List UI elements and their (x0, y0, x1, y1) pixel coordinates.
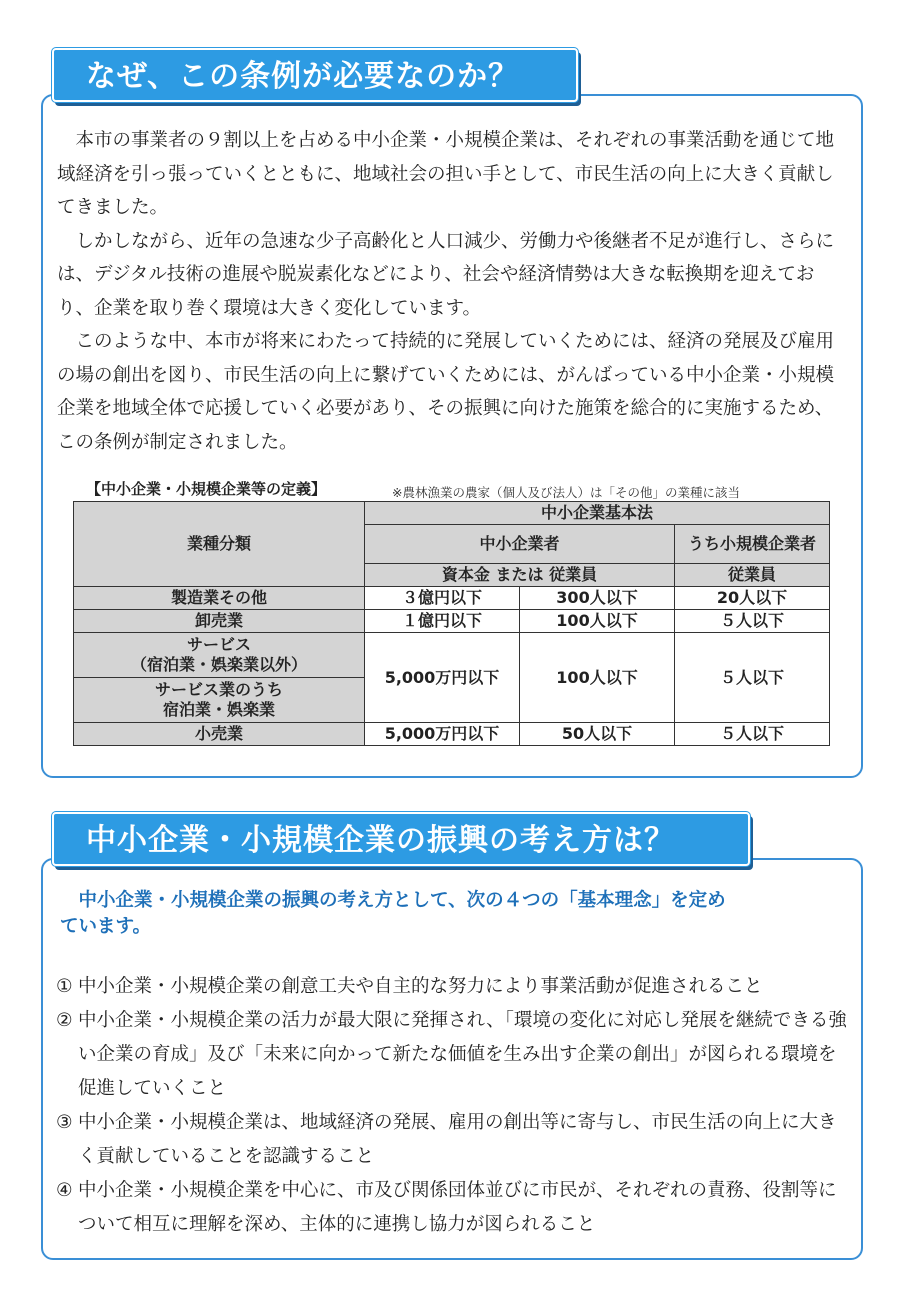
table-caption: 【中小企業・小規模企業等の定義】 (86, 480, 327, 498)
list-item (56, 970, 848, 1004)
cell-small: ５人以下 (675, 633, 830, 723)
header-employees: 従業員 (675, 564, 830, 587)
item-number: ③ (56, 1112, 73, 1133)
table-row (74, 610, 830, 633)
approach-lead (60, 888, 850, 940)
header-law: 中小企業基本法 (365, 502, 830, 525)
item-text: 中小企業・小規模企業を中心に、市及び関係団体並びに市民が、それぞれの責務、役割等について相互に理解を深め、主体的に連携し協力が図られること (78, 1180, 837, 1235)
list-item (56, 1004, 848, 1106)
cell-industry: 卸売業 (74, 610, 365, 633)
cell-small: ５人以下 (675, 723, 830, 746)
paragraph: しかしながら、近年の急速な少子高齢化と人口減少、労働力や後継者不足が進行し、さらには、デジタル技術の進展や脱炭素化などにより、社会や経済情勢は大きな転換期を迎えており、企業を取り巻く環境は大きく変化しています。 (57, 230, 835, 319)
section-why-title: なぜ、この条例が必要なのか？ (52, 48, 578, 102)
lead-line: 中小企業・小規模企業の振興の考え方として、次の４つの「基本理念」を定め (78, 890, 726, 911)
cell-line: 宿泊業・娯楽業 (162, 700, 275, 719)
cell-capital: 5,000万円以下 (365, 633, 520, 723)
cell-employees: 100人以下 (520, 633, 675, 723)
cell-industry: 製造業その他 (74, 587, 365, 610)
cell-employees: 50人以下 (520, 723, 675, 746)
item-number: ④ (56, 1180, 73, 1201)
cell-line: （宿泊業・娯楽業以外） (130, 655, 307, 674)
cell-line: サービス業のうち (154, 680, 283, 699)
item-number: ① (56, 976, 73, 997)
paragraph: このような中、本市が将来にわたって持続的に発展していくためには、経済の発展及び雇用の場の創出を図り、市民生活の向上に繋げていくためには、がんばっている中小企業・小規模企業を地域全体で応援していく必要があり、その振興に向けた施策を総合的に実施するため、この条例が制定されました。 (57, 331, 835, 453)
principles-list (56, 970, 848, 1242)
table-row (74, 587, 830, 610)
cell-small: 20人以下 (675, 587, 830, 610)
definition-table (73, 501, 830, 746)
intro-text (57, 124, 847, 459)
cell-line: サービス (186, 635, 251, 654)
cell-small: ５人以下 (675, 610, 830, 633)
item-number: ② (56, 1010, 73, 1031)
table-row (74, 723, 830, 746)
cell-industry: 小売業 (74, 723, 365, 746)
header-small: うち小規模企業者 (675, 525, 830, 564)
table-note: ※農林漁業の農家（個人及び法人）は「その他」の業種に該当 (392, 485, 740, 500)
item-text: 中小企業・小規模企業の活力が最大限に発揮され、「環境の変化に対応し発展を継続できる強い企業の育成」及び「未来に向かって新たな価値を生み出す企業の創出」が図られる環境を促進していくこと (78, 1010, 847, 1099)
cell-capital: １億円以下 (365, 610, 520, 633)
cell-employees: 300人以下 (520, 587, 675, 610)
cell-industry-lodging (74, 678, 365, 723)
item-text: 中小企業・小規模企業は、地域経済の発展、雇用の創出等に寄与し、市民生活の向上に大きく貢献していることを認識すること (78, 1112, 837, 1167)
cell-capital: ３億円以下 (365, 587, 520, 610)
cell-industry-service (74, 633, 365, 678)
list-item (56, 1174, 848, 1242)
paragraph: 本市の事業者の９割以上を占める中小企業・小規模企業は、それぞれの事業活動を通じて地域経済を引っ張っていくとともに、地域社会の担い手として、市民生活の向上に大きく貢献してきました。 (57, 130, 835, 218)
cell-employees: 100人以下 (520, 610, 675, 633)
header-sme: 中小企業者 (365, 525, 675, 564)
table-row (74, 633, 830, 678)
header-industry: 業種分類 (74, 502, 365, 587)
cell-capital: 5,000万円以下 (365, 723, 520, 746)
list-item (56, 1106, 848, 1174)
item-text: 中小企業・小規模企業の創意工夫や自主的な努力により事業活動が促進されること (78, 976, 763, 997)
section-approach-title: 中小企業・小規模企業の振興の考え方は？ (52, 812, 750, 866)
lead-line: ています。 (60, 916, 152, 937)
header-capital-or-employees: 資本金 または 従業員 (365, 564, 675, 587)
